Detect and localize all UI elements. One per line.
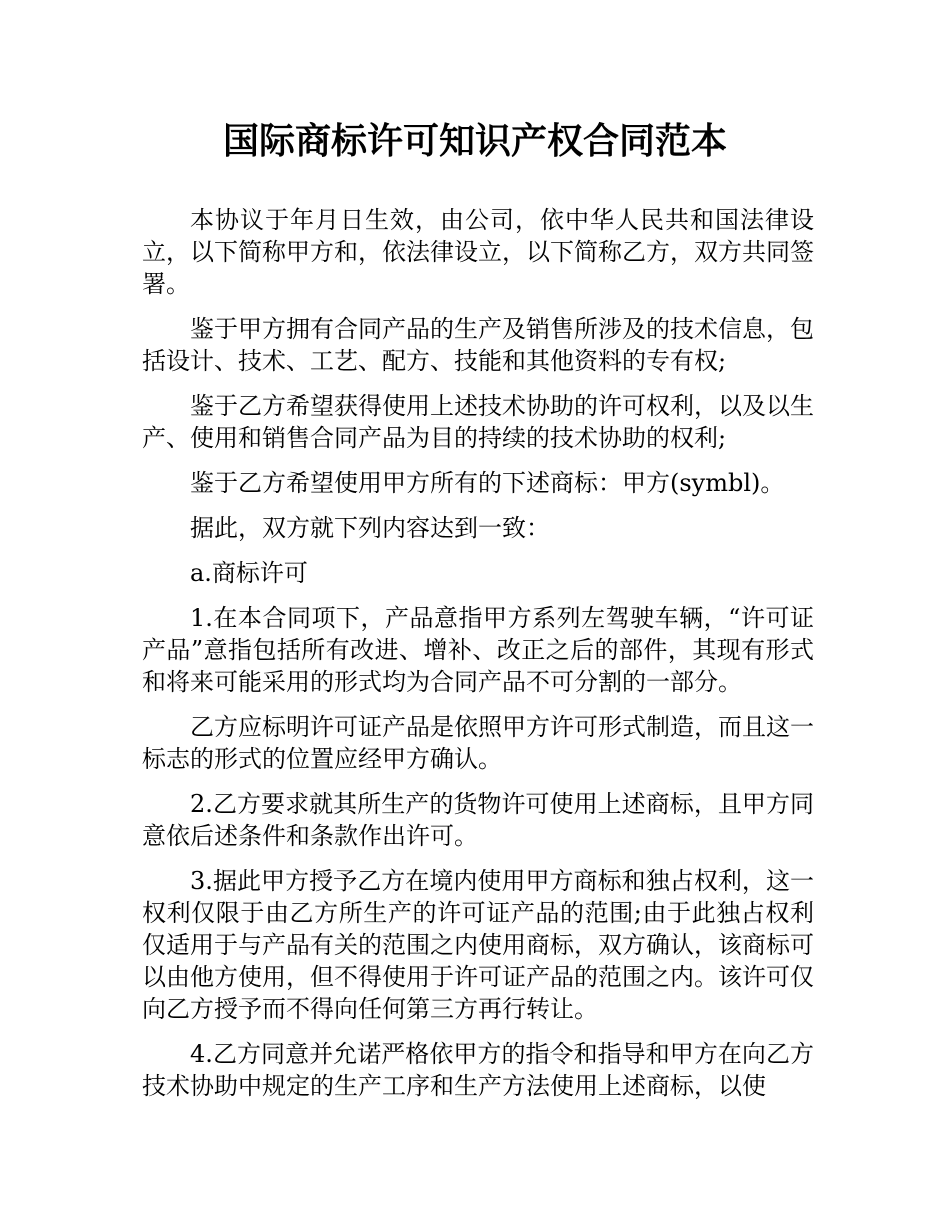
clause-1: 1.在本合同项下，产品意指甲方系列左驾驶车辆，“许可证产品”意指包括所有改进、增补、改正之后的部件，其现有形式和将来可能采用的形式均为合同产品不可分割的一部分。 xyxy=(142,604,814,696)
paragraph-agreement: 据此，双方就下列内容达到一致： xyxy=(190,514,550,542)
paragraph-whereas-party-b-trademark: 鉴于乙方希望使用甲方所有的下述商标：甲方(symbl)。 xyxy=(190,469,785,497)
document-body xyxy=(142,204,814,1115)
clause-4: 4.乙方同意并允诺严格依甲方的指令和指导和甲方在向乙方技术协助中规定的生产工序和生产方法使用上述商标，以使 xyxy=(142,1040,814,1100)
section-heading-trademark-license: a.商标许可 xyxy=(190,559,308,587)
clause-2: 2.乙方要求就其所生产的货物许可使用上述商标，且甲方同意依后述条件和条款作出许可。 xyxy=(142,790,814,850)
clause-1-marking: 乙方应标明许可证产品是依照甲方许可形式制造，而且这一标志的形式的位置应经甲方确认。 xyxy=(142,713,814,773)
paragraph-effective-date: 本协议于年月日生效，由公司，依中华人民共和国法律设立，以下简称甲方和，依法律设立，以下简称乙方，双方共同签署。 xyxy=(142,206,814,298)
paragraph-whereas-party-a: 鉴于甲方拥有合同产品的生产及销售所涉及的技术信息，包括设计、技术、工艺、配方、技能和其他资料的专有权; xyxy=(142,315,814,375)
clause-3: 3.据此甲方授予乙方在境内使用甲方商标和独占权利，这一权利仅限于由乙方所生产的许可证产品的范围;由于此独占权利仅适用于与产品有关的范围之内使用商标，双方确认，该商标可以由他方使用，但不得使用于许可证产品的范围之内。该许可仅向乙方授予而不得向任何第三方再行转让。 xyxy=(142,867,814,1023)
document-title: 国际商标许可知识产权合同范本 xyxy=(222,121,727,162)
paragraph-whereas-party-b-assistance: 鉴于乙方希望获得使用上述技术协助的许可权利，以及以生产、使用和销售合同产品为目的持续的技术协助的权利; xyxy=(142,392,814,452)
